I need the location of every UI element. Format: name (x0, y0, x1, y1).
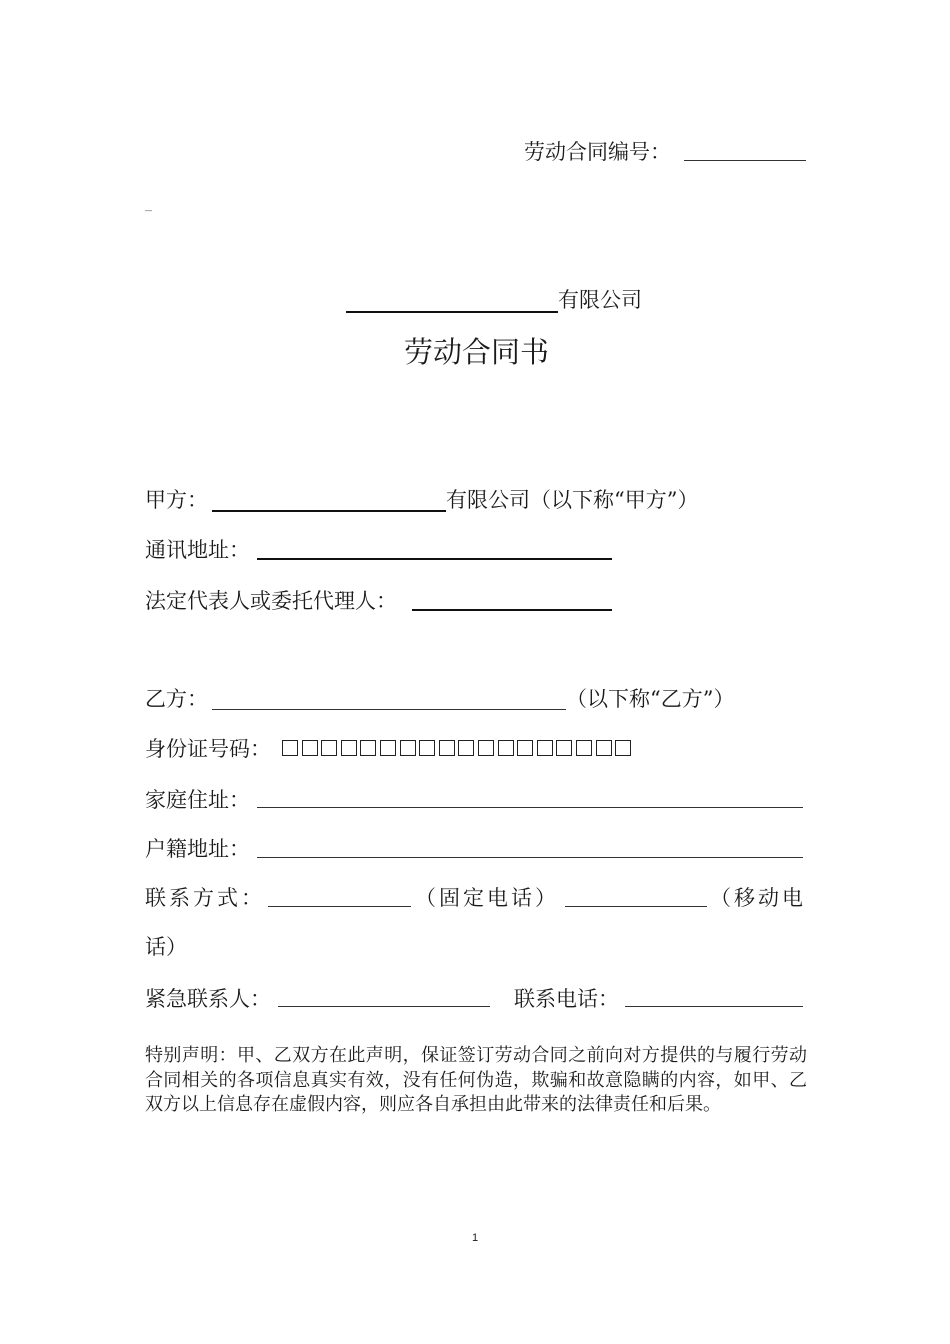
contract-number-blank[interactable] (684, 160, 806, 161)
contact-label: 联系方式： (145, 886, 265, 910)
party-a-rep-blank[interactable] (412, 609, 612, 611)
id-digit-box[interactable] (537, 740, 553, 756)
emergency-phone-blank[interactable] (625, 1006, 803, 1007)
party-a-label: 甲方： (145, 488, 208, 512)
id-digit-box[interactable] (321, 740, 337, 756)
id-digit-box[interactable] (498, 740, 514, 756)
party-a-address-label: 通讯地址： (145, 538, 250, 562)
mobile-phone-blank[interactable] (565, 906, 707, 907)
party-a-name-blank[interactable] (212, 510, 446, 512)
home-address-blank[interactable] (257, 807, 803, 808)
id-digit-box[interactable] (458, 740, 474, 756)
id-number-boxes[interactable] (282, 740, 635, 759)
emergency-contact-label: 紧急联系人： (145, 987, 271, 1011)
party-a-rep-label: 法定代表人或委托代理人： (145, 589, 397, 613)
id-digit-box[interactable] (302, 740, 318, 756)
id-digit-box[interactable] (380, 740, 396, 756)
party-b-label: 乙方： (145, 687, 208, 711)
mobile-phone-label: （移动电 (710, 886, 806, 910)
id-digit-box[interactable] (400, 740, 416, 756)
company-name-blank[interactable] (346, 311, 558, 313)
id-digit-box[interactable] (439, 740, 455, 756)
id-digit-box[interactable] (517, 740, 533, 756)
party-b-suffix: （以下称“乙方”） (566, 687, 735, 711)
id-digit-box[interactable] (360, 740, 376, 756)
id-digit-box[interactable] (556, 740, 572, 756)
company-suffix: 有限公司 (558, 288, 642, 312)
page-title: 劳动合同书 (404, 335, 550, 369)
id-digit-box[interactable] (576, 740, 592, 756)
id-number-label: 身份证号码： (145, 737, 271, 761)
household-address-blank[interactable] (257, 857, 803, 858)
mobile-phone-label-cont: 话） (145, 935, 187, 959)
household-address-label: 户籍地址： (145, 837, 250, 861)
party-a-suffix: 有限公司（以下称“甲方”） (446, 488, 699, 512)
home-address-label: 家庭住址： (145, 788, 250, 812)
stray-underscore: _ (145, 196, 152, 212)
id-digit-box[interactable] (478, 740, 494, 756)
id-digit-box[interactable] (419, 740, 435, 756)
party-a-address-blank[interactable] (257, 558, 612, 560)
fixed-phone-blank[interactable] (268, 906, 411, 907)
id-digit-box[interactable] (341, 740, 357, 756)
emergency-phone-label: 联系电话： (514, 987, 619, 1011)
declaration-paragraph: 特别声明：甲、乙双方在此声明，保证签订劳动合同之前向对方提供的与履行劳动合同相关的各项信息真实有效，没有任何伪造，欺骗和故意隐瞒的内容，如甲、乙双方以上信息存在虚假内容，则应各自承担由此带来的法律责任和后果。 (145, 1045, 807, 1115)
contract-number-label: 劳动合同编号： (524, 140, 671, 164)
id-digit-box[interactable] (615, 740, 631, 756)
id-digit-box[interactable] (596, 740, 612, 756)
emergency-contact-blank[interactable] (278, 1006, 490, 1007)
page-number: 1 (472, 1232, 479, 1244)
party-b-name-blank[interactable] (212, 709, 566, 710)
id-digit-box[interactable] (282, 740, 298, 756)
fixed-phone-label: （固定电话） (415, 886, 559, 910)
